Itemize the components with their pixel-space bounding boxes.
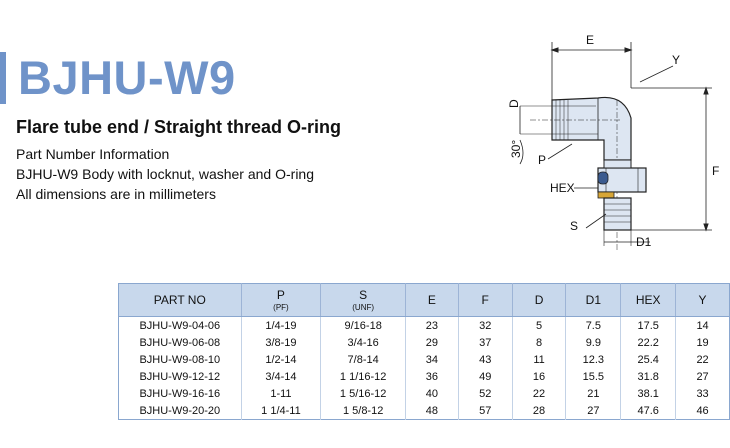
cell-y: 14 [696,319,709,332]
cell-p: 1/4-19 [241,317,321,335]
header-d1: D1 [566,284,621,317]
label-P: P [538,153,547,167]
cell-f: 49 [458,368,512,385]
cell-d: 16 [512,368,566,385]
cell-e: 40 [406,385,459,402]
cell-hex: 17.5 [621,317,676,335]
label-Y: Y [672,53,681,67]
cell-part-no: BJHU-W9-16-16 [119,385,242,402]
cell-part-no: BJHU-W9-12-12 [119,368,242,385]
cell-d1: 15.5 [566,368,621,385]
cell-y: 27 [696,370,709,383]
cell-s: 9/16-18 [321,317,406,335]
info-line-units: All dimensions are in millimeters [16,186,216,202]
header-part-no: PART NO [119,284,242,317]
fitting-diagram [490,20,730,260]
header-e: E [406,284,459,317]
cell-y: 22 [696,353,709,366]
header-hex: HEX [621,284,676,317]
cell-f: 52 [458,385,512,402]
cell-p: 1/2-14 [241,351,321,368]
cell-y: 33 [696,387,709,400]
table-row [119,385,730,402]
cell-d1: 21 [566,385,621,402]
table-header-row [119,284,730,317]
cell-part-no: BJHU-W9-08-10 [119,351,242,368]
table-row [119,402,730,420]
label-HEX: HEX [550,181,575,195]
cell-s: 1 5/16-12 [321,385,406,402]
cell-d1: 27 [566,402,621,420]
cell-f: 37 [458,334,512,351]
cell-p: 3/8-19 [241,334,321,351]
label-S: S [570,219,579,233]
cell-part-no: BJHU-W9-04-06 [119,317,242,335]
cell-e: 29 [406,334,459,351]
cell-s: 1 1/16-12 [321,368,406,385]
page-title: BJHU-W9 [18,51,236,104]
cell-hex: 25.4 [621,351,676,368]
cell-y: 19 [696,336,709,349]
cell-d1: 12.3 [566,351,621,368]
cell-part-no: BJHU-W9-20-20 [119,402,242,420]
header-y: Y [676,284,730,317]
cell-e: 48 [406,402,459,420]
cell-d: 11 [512,351,566,368]
label-D1: D1 [636,235,652,249]
label-E: E [586,33,595,47]
cell-e: 23 [406,317,459,335]
header-p: P (PF) [241,284,321,317]
cell-s: 1 5/8-12 [321,402,406,420]
cell-f: 57 [458,402,512,420]
info-line-body: BJHU-W9 Body with locknut, washer and O-ring [16,166,314,182]
label-F: F [712,164,720,178]
label-D: D [507,99,521,108]
cell-part-no: BJHU-W9-06-08 [119,334,242,351]
cell-hex: 47.6 [621,402,676,420]
cell-d: 5 [512,317,566,335]
table-row [119,368,730,385]
cell-e: 36 [406,368,459,385]
table-row [119,317,730,335]
cell-d: 28 [512,402,566,420]
cell-p: 3/4-14 [241,368,321,385]
cell-f: 32 [458,317,512,335]
cell-f: 43 [458,351,512,368]
title-accent-bar [0,52,6,104]
table-row [119,334,730,351]
cell-d: 8 [512,334,566,351]
cell-e: 34 [406,351,459,368]
dimensions-table [118,283,730,420]
cell-p: 1-11 [241,385,321,402]
cell-hex: 38.1 [621,385,676,402]
cell-p: 1 1/4-11 [241,402,321,420]
cell-s: 3/4-16 [321,334,406,351]
cell-hex: 31.8 [621,368,676,385]
cell-d1: 9.9 [566,334,621,351]
table-row [119,351,730,368]
header-f: F [458,284,512,317]
page-subtitle: Flare tube end / Straight thread O-ring [16,117,342,137]
label-angle: 30° [509,139,523,158]
info-line-part-number: Part Number Information [16,146,170,162]
cell-y: 46 [696,404,709,417]
cell-hex: 22.2 [621,334,676,351]
cell-d: 22 [512,385,566,402]
header-d: D [512,284,566,317]
header-s: S (UNF) [321,284,406,317]
cell-s: 7/8-14 [321,351,406,368]
cell-d1: 7.5 [566,317,621,335]
